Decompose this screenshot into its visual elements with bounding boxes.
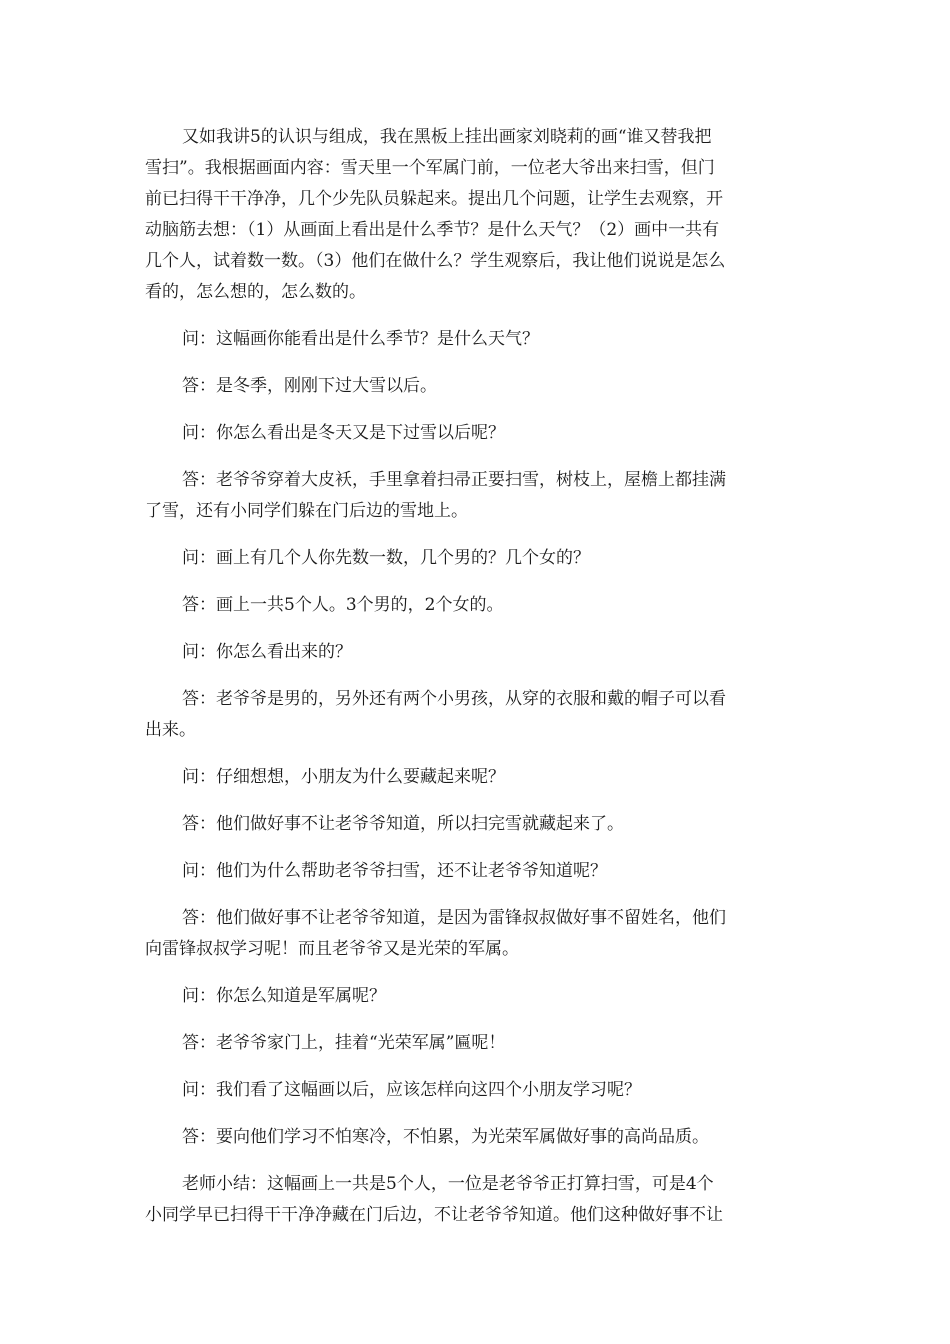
paragraph: [145, 590, 805, 621]
text-line: 动脑筋去想：（1）从画面上看出是什么季节？是什么天气？（2）画中一共有: [145, 220, 720, 240]
text-line: 前已扫得干干净净，几个少先队员躲起来。提出几个问题，让学生去观察，开: [145, 189, 723, 209]
paragraph: [145, 684, 805, 746]
document-body: [145, 122, 805, 1231]
paragraph: [145, 371, 805, 402]
text-line: 答：他们做好事不让老爷爷知道，是因为雷锋叔叔做好事不留姓名，他们: [182, 908, 726, 928]
text-line: 雪扫”。我根据画面内容：雪天里一个军属门前，一位老大爷出来扫雪，但门: [145, 158, 715, 178]
text-line: 了雪，还有小同学们躲在门后边的雪地上。: [145, 501, 468, 521]
text-line: 问：他们为什么帮助老爷爷扫雪，还不让老爷爷知道呢？: [182, 861, 607, 881]
paragraph-spacer: [145, 449, 805, 465]
text-line: 答：要向他们学习不怕寒冷，不怕累，为光荣军属做好事的高尚品质。: [182, 1127, 709, 1147]
text-line: 问：画上有几个人你先数一数，几个男的？几个女的？: [182, 548, 590, 568]
text-line: 问：你怎么看出来的？: [182, 642, 352, 662]
paragraph: [145, 543, 805, 574]
paragraph: [145, 1028, 805, 1059]
text-line: 出来。: [145, 720, 196, 740]
text-line: 答：老爷爷穿着大皮袄，手里拿着扫帚正要扫雪，树枝上，屋檐上都挂满: [182, 470, 726, 490]
paragraph: [145, 856, 805, 887]
paragraph: [145, 637, 805, 668]
paragraph: [145, 809, 805, 840]
text-line: 答：老爷爷是男的，另外还有两个小男孩，从穿的衣服和戴的帽子可以看: [182, 689, 726, 709]
text-line: 问：仔细想想，小朋友为什么要藏起来呢？: [182, 767, 505, 787]
paragraph-spacer: [145, 527, 805, 543]
paragraph-spacer: [145, 887, 805, 903]
text-line: 问：这幅画你能看出是什么季节？是什么天气？: [182, 329, 539, 349]
paragraph: [145, 762, 805, 793]
paragraph-spacer: [145, 840, 805, 856]
paragraph-spacer: [145, 621, 805, 637]
paragraph: [145, 324, 805, 355]
text-line: 向雷锋叔叔学习呢！而且老爷爷又是光荣的军属。: [145, 939, 519, 959]
text-line: 答：老爷爷家门上，挂着“光荣军属”匾呢！: [182, 1033, 506, 1053]
paragraph-spacer: [145, 308, 805, 324]
text-line: 老师小结：这幅画上一共是5个人，一位是老爷爷正打算扫雪，可是4个: [182, 1174, 714, 1194]
paragraph-spacer: [145, 355, 805, 371]
text-line: 问：你怎么知道是军属呢？: [182, 986, 386, 1006]
text-line: 小同学早已扫得干干净净藏在门后边，不让老爷爷知道。他们这种做好事不让: [145, 1205, 723, 1225]
text-line: 又如我讲5的认识与组成，我在黑板上挂出画家刘晓莉的画“谁又替我把: [182, 127, 712, 147]
paragraph-spacer: [145, 1012, 805, 1028]
paragraph-spacer: [145, 1059, 805, 1075]
paragraph-spacer: [145, 402, 805, 418]
paragraph: [145, 122, 805, 308]
paragraph: [145, 1169, 805, 1231]
paragraph-spacer: [145, 1106, 805, 1122]
paragraph-spacer: [145, 1153, 805, 1169]
text-line: 答：他们做好事不让老爷爷知道，所以扫完雪就藏起来了。: [182, 814, 624, 834]
paragraph-spacer: [145, 574, 805, 590]
paragraph: [145, 1075, 805, 1106]
paragraph: [145, 1122, 805, 1153]
paragraph-spacer: [145, 746, 805, 762]
paragraph: [145, 465, 805, 527]
text-line: 问：我们看了这幅画以后，应该怎样向这四个小朋友学习呢？: [182, 1080, 641, 1100]
paragraph-spacer: [145, 965, 805, 981]
text-line: 问：你怎么看出是冬天又是下过雪以后呢？: [182, 423, 505, 443]
text-line: 看的，怎么想的，怎么数的。: [145, 282, 366, 302]
text-line: 答：是冬季，刚刚下过大雪以后。: [182, 376, 437, 396]
paragraph: [145, 981, 805, 1012]
text-line: 答：画上一共5个人。3个男的，2个女的。: [182, 595, 504, 615]
paragraph-spacer: [145, 793, 805, 809]
paragraph: [145, 903, 805, 965]
paragraph: [145, 418, 805, 449]
text-line: 几个人，试着数一数。（3）他们在做什么？学生观察后，我让他们说说是怎么: [145, 251, 726, 271]
paragraph-spacer: [145, 668, 805, 684]
